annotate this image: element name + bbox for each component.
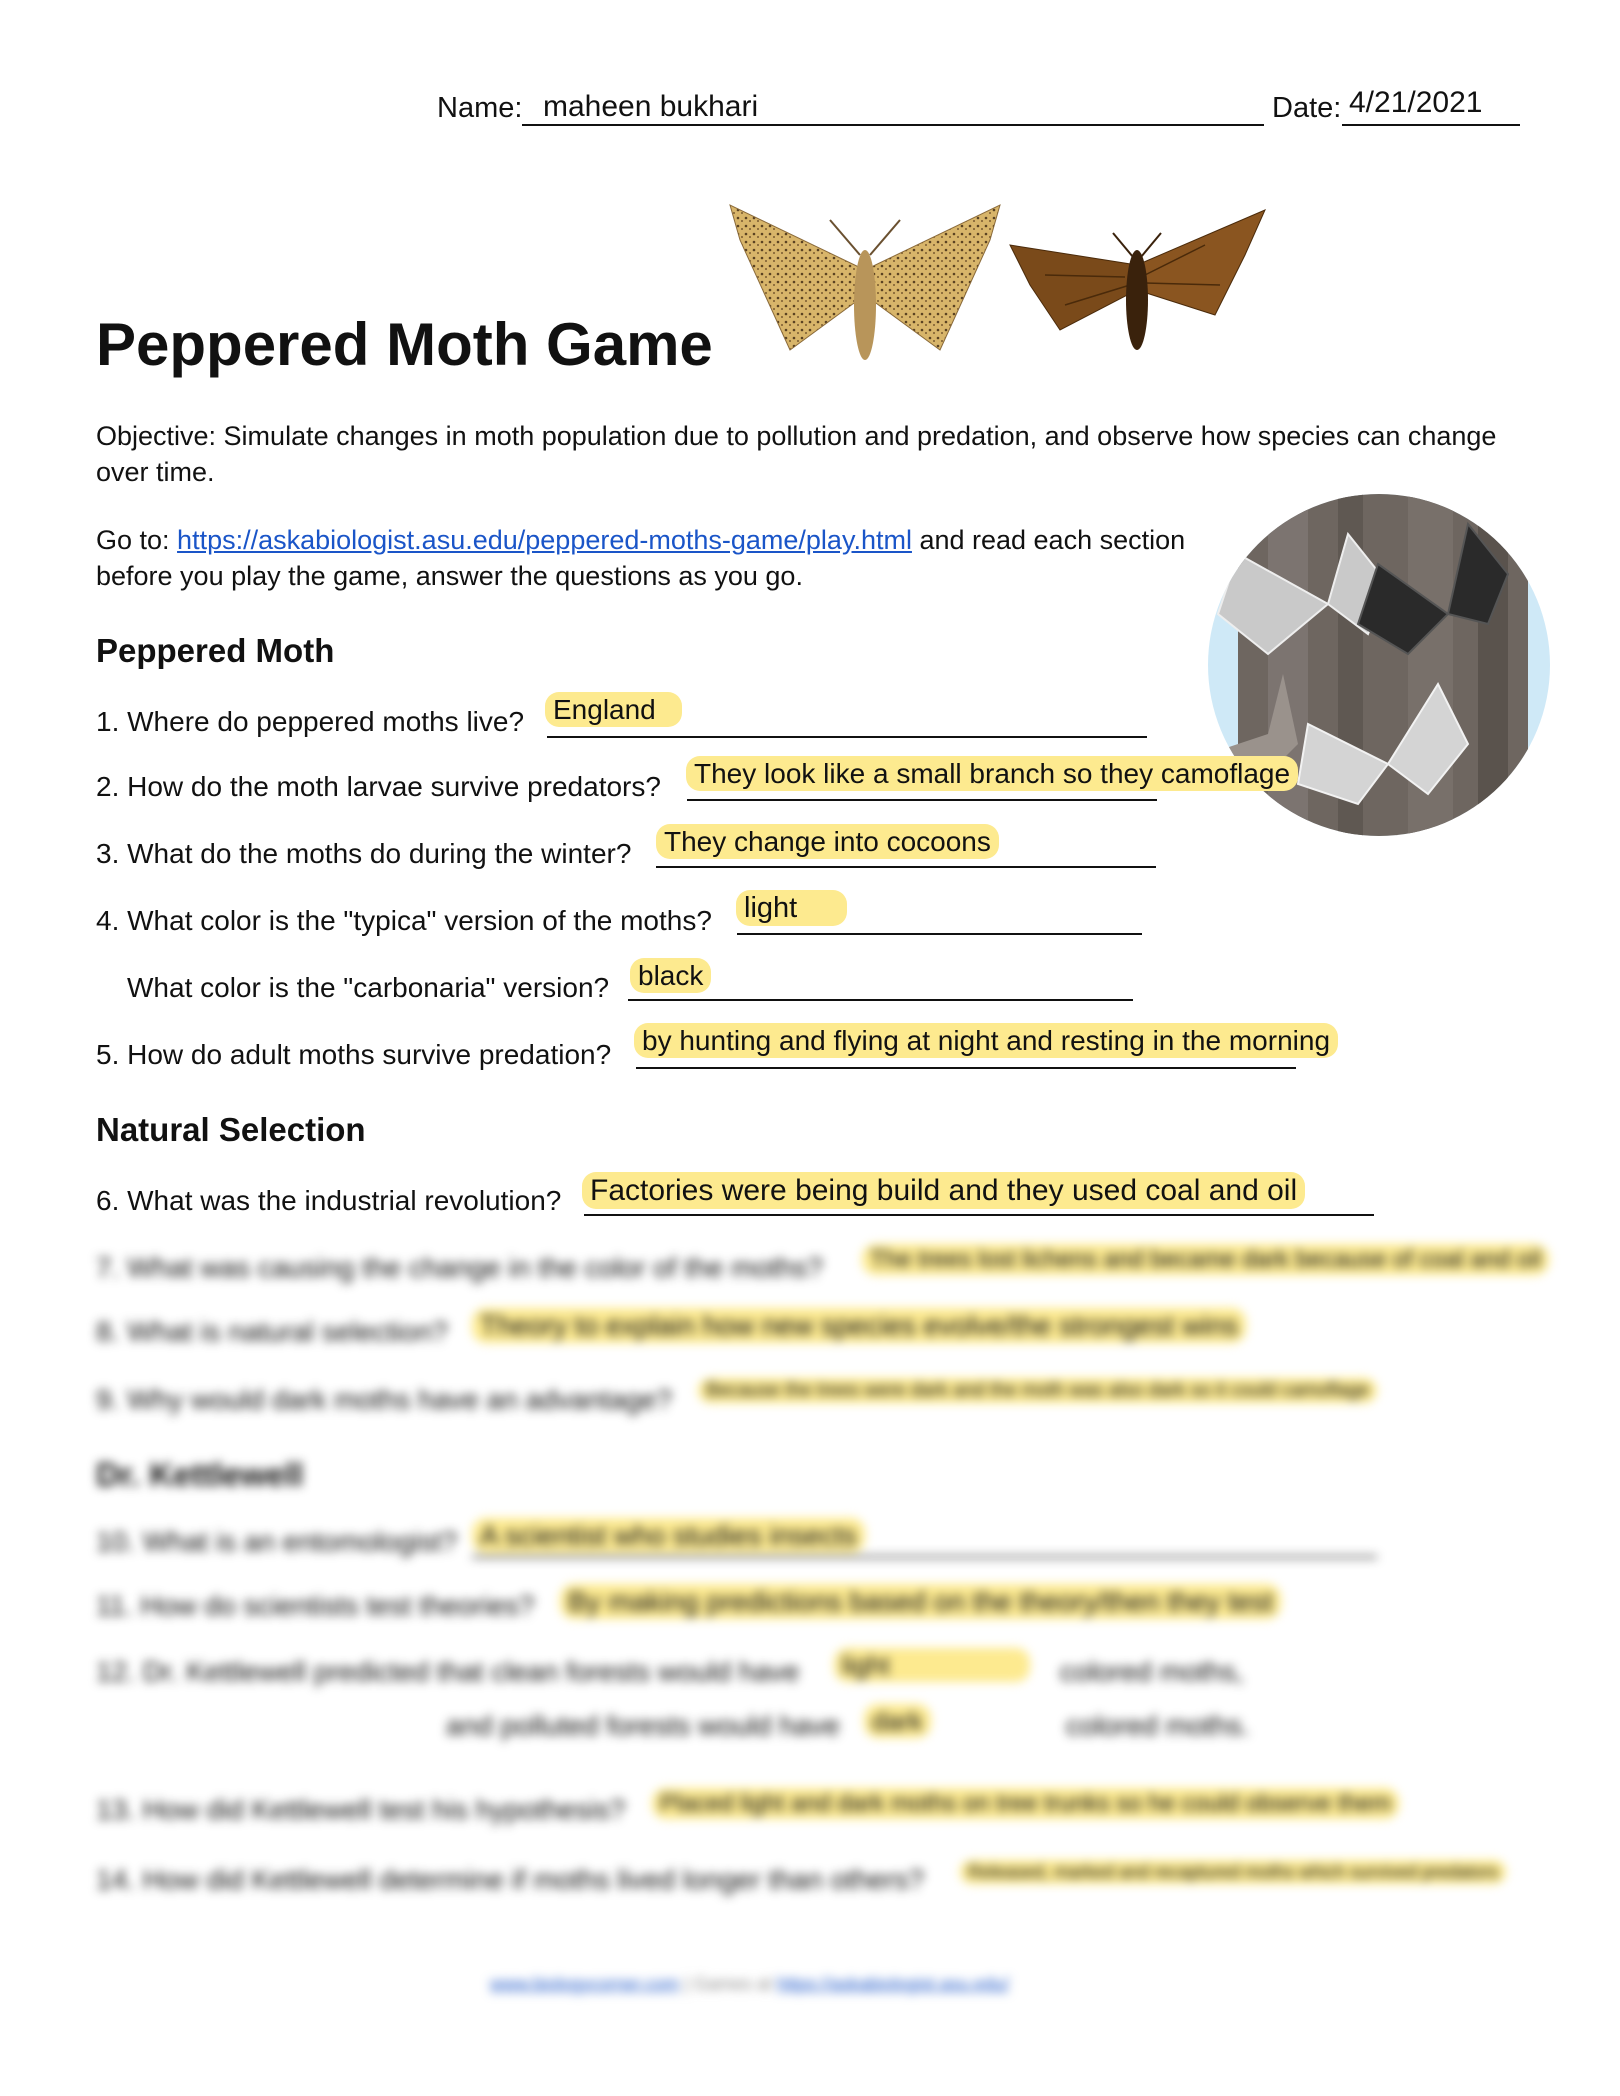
answer-12: light bbox=[834, 1650, 1030, 1681]
blurred-preview-region bbox=[0, 1246, 1620, 2006]
answer-line-2 bbox=[687, 799, 1157, 801]
name-label: Name: bbox=[437, 92, 523, 124]
answer-line-3 bbox=[656, 866, 1156, 868]
name-value[interactable]: maheen bukhari bbox=[543, 90, 759, 123]
question-1: 1. Where do peppered moths live? bbox=[96, 706, 525, 737]
answer-1[interactable]: England bbox=[545, 694, 682, 726]
objective-text: Objective: Simulate changes in moth population due to pollution and predation, and observe how species can change over time. bbox=[96, 421, 1497, 487]
question-12b: and polluted forests would have bbox=[446, 1710, 840, 1741]
question-4b: What color is the "carbonaria" version? bbox=[127, 972, 610, 1003]
answer-11: By making predictions based on the theory/then they test bbox=[560, 1586, 1281, 1618]
light-moth-image bbox=[720, 200, 1010, 370]
answer-8: Theory to explain how new species evolve/the strongest wins bbox=[472, 1310, 1246, 1342]
answer-7: The trees lost lichens and became dark because of coal and oil bbox=[862, 1246, 1549, 1274]
answer-10: A scientist who studies insects bbox=[472, 1520, 865, 1552]
goto-paragraph bbox=[96, 522, 1206, 594]
answer-14: Released, marked and recaptured moths which survived predators bbox=[960, 1862, 1506, 1883]
dark-moth-image bbox=[1005, 205, 1270, 365]
footer-link-left: www.biologycorner.com bbox=[490, 1974, 680, 1994]
answer-line-1 bbox=[547, 736, 1147, 738]
question-11: 11. How do scientists test theories? bbox=[96, 1590, 535, 1621]
answer-line-6 bbox=[584, 1214, 1374, 1216]
section-heading-dr-kettlewell: Dr. Kettlewell bbox=[96, 1456, 304, 1493]
question-8: 8. What is natural selection? bbox=[96, 1316, 448, 1347]
goto-suffix: and read each section before you play the game, answer the questions as you go. bbox=[96, 525, 1186, 591]
answer-12b: dark bbox=[864, 1706, 931, 1737]
page-title: Peppered Moth Game bbox=[96, 311, 713, 378]
answer-line-4b bbox=[628, 999, 1133, 1001]
name-underline bbox=[522, 124, 1264, 126]
question-12-suffix: colored moths, bbox=[1060, 1656, 1244, 1687]
question-13: 13. How did Kettlewell test his hypothesis? bbox=[96, 1794, 626, 1825]
question-9: 9. Why would dark moths have an advantage? bbox=[96, 1384, 672, 1415]
goto-prefix: Go to: bbox=[96, 525, 178, 555]
question-12: 12. Dr. Kettlewell predicted that clean forests would have bbox=[96, 1656, 800, 1687]
answer-5[interactable]: by hunting and flying at night and resting in the morning bbox=[634, 1025, 1338, 1057]
date-underline bbox=[1342, 124, 1520, 126]
question-3: 3. What do the moths do during the winter? bbox=[96, 838, 632, 869]
question-14: 14. How did Kettlewell determine if moths lived longer than others? bbox=[96, 1864, 924, 1895]
answer-13: Placed light and dark moths on tree trunks so he could observe them bbox=[652, 1790, 1399, 1818]
answer-9: Because the trees were dark and the moth was also dark so it could camoflage bbox=[698, 1380, 1377, 1402]
answer-line-10 bbox=[472, 1556, 1377, 1558]
answer-3[interactable]: They change into cocoons bbox=[656, 826, 999, 858]
question-12b-suffix: colored moths. bbox=[1066, 1710, 1250, 1741]
section-heading-peppered-moth: Peppered Moth bbox=[96, 632, 335, 669]
footer bbox=[490, 1974, 1009, 1995]
answer-4[interactable]: light bbox=[736, 892, 847, 925]
date-value[interactable]: 4/21/2021 bbox=[1349, 86, 1483, 119]
footer-separator: | Games at bbox=[684, 1974, 772, 1994]
question-5: 5. How do adult moths survive predation? bbox=[96, 1039, 612, 1070]
question-10: 10. What is an entomologist? bbox=[96, 1526, 458, 1557]
question-7: 7. What was causing the change in the color of the moths? bbox=[96, 1252, 823, 1283]
question-2: 2. How do the moth larvae survive predators? bbox=[96, 771, 661, 802]
game-link[interactable]: https://askabiologist.asu.edu/peppered-moths-game/play.html bbox=[177, 525, 912, 555]
answer-line-5 bbox=[636, 1067, 1296, 1069]
date-label: Date: bbox=[1272, 92, 1342, 124]
answer-line-4 bbox=[737, 933, 1142, 935]
question-4: 4. What color is the "typica" version of the moths? bbox=[96, 905, 712, 936]
answer-6[interactable]: Factories were being build and they used coal and oil bbox=[582, 1174, 1305, 1208]
answer-4b[interactable]: black bbox=[630, 960, 711, 992]
footer-link-right: https://askabiologist.asu.edu/ bbox=[776, 1974, 1009, 1994]
section-heading-natural-selection: Natural Selection bbox=[96, 1111, 366, 1148]
question-6: 6. What was the industrial revolution? bbox=[96, 1185, 562, 1216]
answer-2[interactable]: They look like a small branch so they camoflage bbox=[686, 758, 1298, 790]
